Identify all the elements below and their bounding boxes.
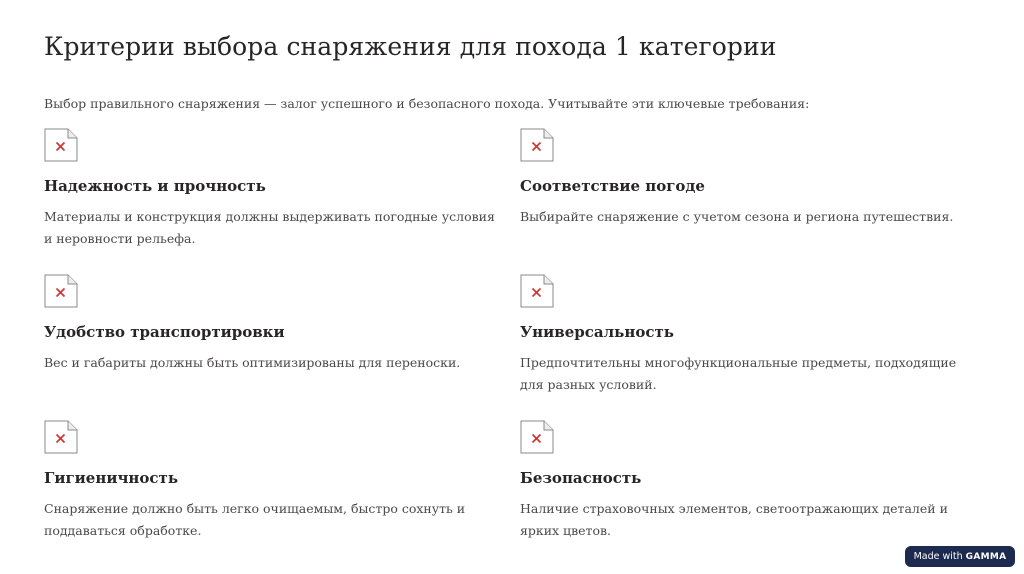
made-with-gamma-badge[interactable] — [905, 546, 1015, 567]
card-text: Материалы и конструкция должны выдерживать погодные условия и неровности рельефа. — [44, 209, 495, 246]
card-text: Предпочтительны многофункциональные предметы, подходящие для разных условий. — [520, 355, 957, 392]
page-title: Критерии выбора снаряжения для похода 1 категории — [44, 32, 777, 61]
card-title: Соответствие погоде — [520, 177, 705, 195]
card-text: Выбирайте снаряжение с учетом сезона и региона путешествия. — [520, 209, 954, 224]
intro-text: Выбор правильного снаряжения — залог успешного и безопасного похода. Учитывайте эти ключевые требования: — [44, 96, 810, 111]
broken-image-icon — [520, 128, 554, 162]
broken-image-icon — [44, 274, 78, 308]
badge-prefix: Made with — [913, 551, 963, 562]
card-text: Снаряжение должно быть легко очищаемым, быстро сохнуть и поддаваться обработке. — [44, 501, 466, 538]
card-text: Наличие страховочных элементов, светоотражающих деталей и ярких цветов. — [520, 501, 948, 538]
card-title: Надежность и прочность — [44, 177, 266, 195]
card-text: Вес и габариты должны быть оптимизированы для переноски. — [44, 355, 461, 370]
card-title: Универсальность — [520, 323, 674, 341]
card-title: Безопасность — [520, 469, 642, 487]
card-title: Удобство транспортировки — [44, 323, 285, 341]
gamma-logo: GAMMA — [965, 551, 1007, 562]
card-title: Гигиеничность — [44, 469, 179, 487]
broken-image-icon — [520, 274, 554, 308]
broken-image-icon — [520, 420, 554, 454]
broken-image-icon — [44, 420, 78, 454]
broken-image-icon — [44, 128, 78, 162]
